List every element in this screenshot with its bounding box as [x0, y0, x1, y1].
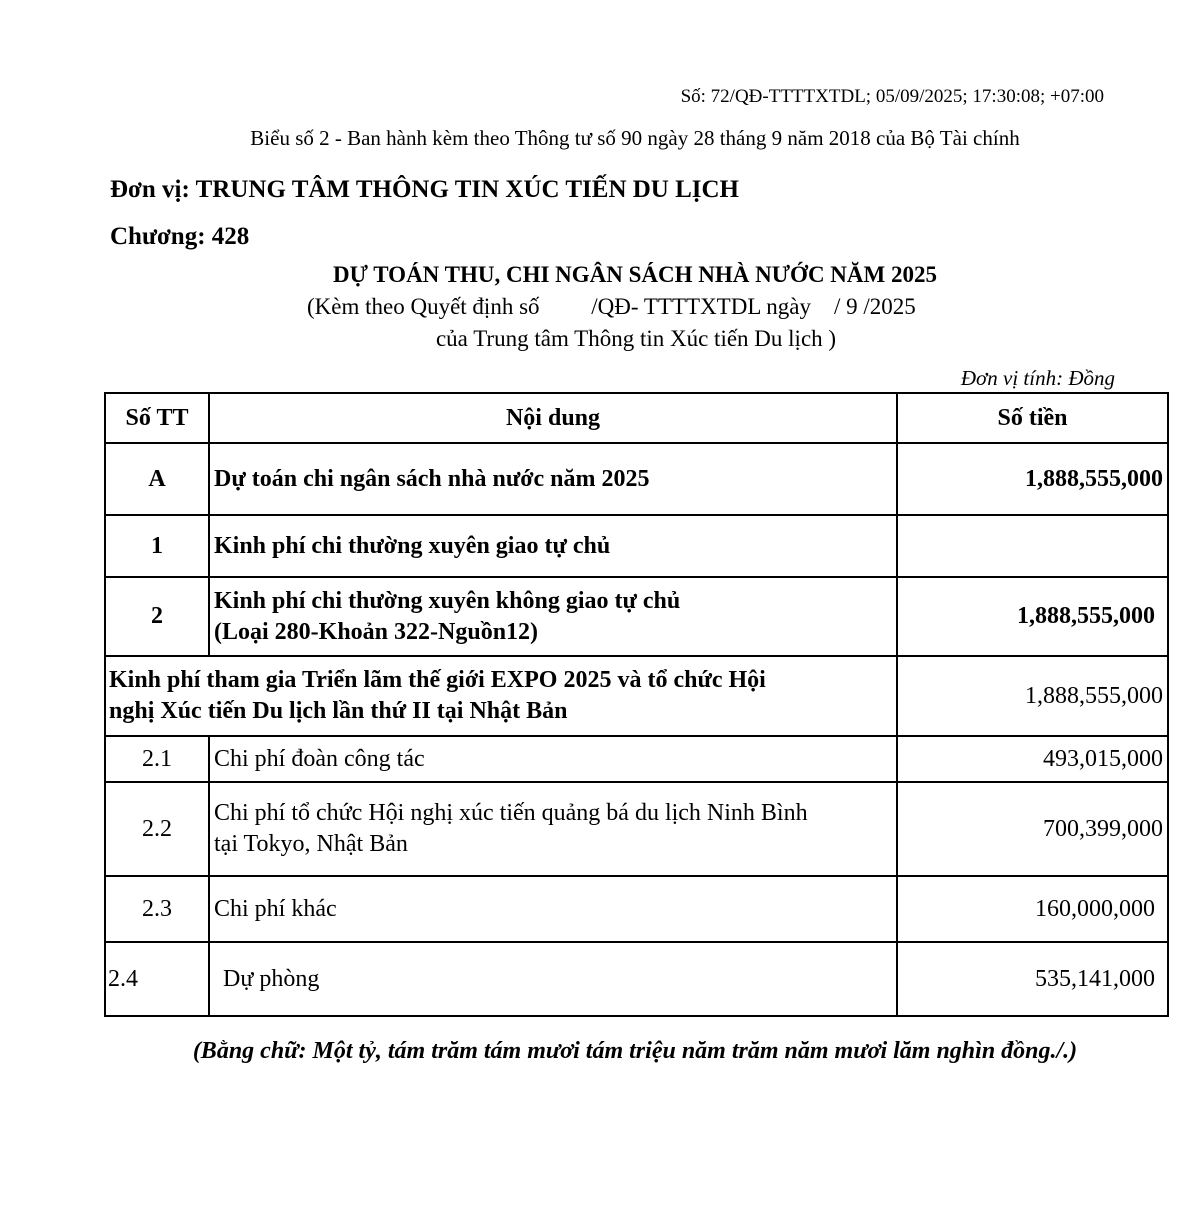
- table-row: [105, 736, 1168, 782]
- row-number: 1: [105, 515, 209, 577]
- row-content: [209, 577, 897, 656]
- document-title: DỰ TOÁN THU, CHI NGÂN SÁCH NHÀ NƯỚC NĂM 2025: [333, 262, 937, 287]
- column-header-amount: Số tiền: [897, 393, 1168, 443]
- table-row: [105, 443, 1168, 515]
- organization-unit: Đơn vị: TRUNG TÂM THÔNG TIN XÚC TIẾN DU LỊCH: [110, 176, 740, 203]
- row-content: Dự phòng: [209, 942, 897, 1016]
- row-amount: 493,015,000: [897, 736, 1168, 782]
- table-row: [105, 942, 1168, 1016]
- row-amount: 160,000,000: [897, 876, 1168, 942]
- row-number: A: [105, 443, 209, 515]
- row-amount: 1,888,555,000: [897, 656, 1168, 736]
- row-amount: 700,399,000: [897, 782, 1168, 876]
- row-content-line: Kinh phí tham gia Triển lãm thế giới EXPO 2025 và tổ chức Hội: [109, 667, 766, 693]
- table-row: [105, 782, 1168, 876]
- table-header-row: [105, 393, 1168, 443]
- table-row: [105, 656, 1168, 736]
- row-content-line: Chi phí tổ chức Hội nghị xúc tiến quảng bá du lịch Ninh Bình: [214, 800, 808, 826]
- row-content-line: nghị Xúc tiến Du lịch lần thứ II tại Nhật Bản: [109, 698, 568, 724]
- row-number: 2.2: [105, 782, 209, 876]
- row-content: [105, 656, 897, 736]
- row-content: Dự toán chi ngân sách nhà nước năm 2025: [209, 443, 897, 515]
- row-amount: [897, 515, 1168, 577]
- row-number: 2.3: [105, 876, 209, 942]
- row-content: Chi phí đoàn công tác: [209, 736, 897, 782]
- currency-unit-note: Đơn vị tính: Đồng: [960, 366, 1115, 390]
- row-content-line: (Loại 280-Khoản 322-Nguồn12): [214, 618, 539, 645]
- form-note: Biểu số 2 - Ban hành kèm theo Thông tư số 90 ngày 28 tháng 9 năm 2018 của Bộ Tài chính: [250, 126, 1020, 150]
- row-content: Kinh phí chi thường xuyên giao tự chủ: [209, 515, 897, 577]
- row-content: Chi phí khác: [209, 876, 897, 942]
- row-content: [209, 782, 897, 876]
- budget-table: [104, 392, 1169, 1017]
- row-number: 2.4: [105, 942, 209, 1016]
- row-number: 2.1: [105, 736, 209, 782]
- row-number: 2: [105, 577, 209, 656]
- column-header-number: Số TT: [105, 393, 209, 443]
- document-number: Số: 72/QĐ-TTTTXTDL; 05/09/2025; 17:30:08; +07:00: [680, 86, 1104, 107]
- document-subtitle-issuer: của Trung tâm Thông tin Xúc tiến Du lịch ): [435, 326, 837, 351]
- amount-in-words: (Bằng chữ: Một tỷ, tám trăm tám mươi tám triệu năm trăm năm mươi lăm nghìn đồng./.): [192, 1038, 1078, 1064]
- table-row: [105, 876, 1168, 942]
- row-amount: 1,888,555,000: [897, 443, 1168, 515]
- column-header-content: Nội dung: [209, 393, 897, 443]
- chapter: Chương: 428: [110, 223, 250, 250]
- table-row: [105, 577, 1168, 656]
- document-subtitle-decision: (Kèm theo Quyết định số /QĐ- TTTTXTDL ngày / 9 /2025: [307, 294, 916, 319]
- row-amount: 1,888,555,000: [897, 577, 1168, 656]
- row-content-line: Kinh phí chi thường xuyên không giao tự chủ: [214, 587, 681, 614]
- table-row: [105, 515, 1168, 577]
- row-amount: 535,141,000: [897, 942, 1168, 1016]
- row-content-line: tại Tokyo, Nhật Bản: [214, 831, 408, 857]
